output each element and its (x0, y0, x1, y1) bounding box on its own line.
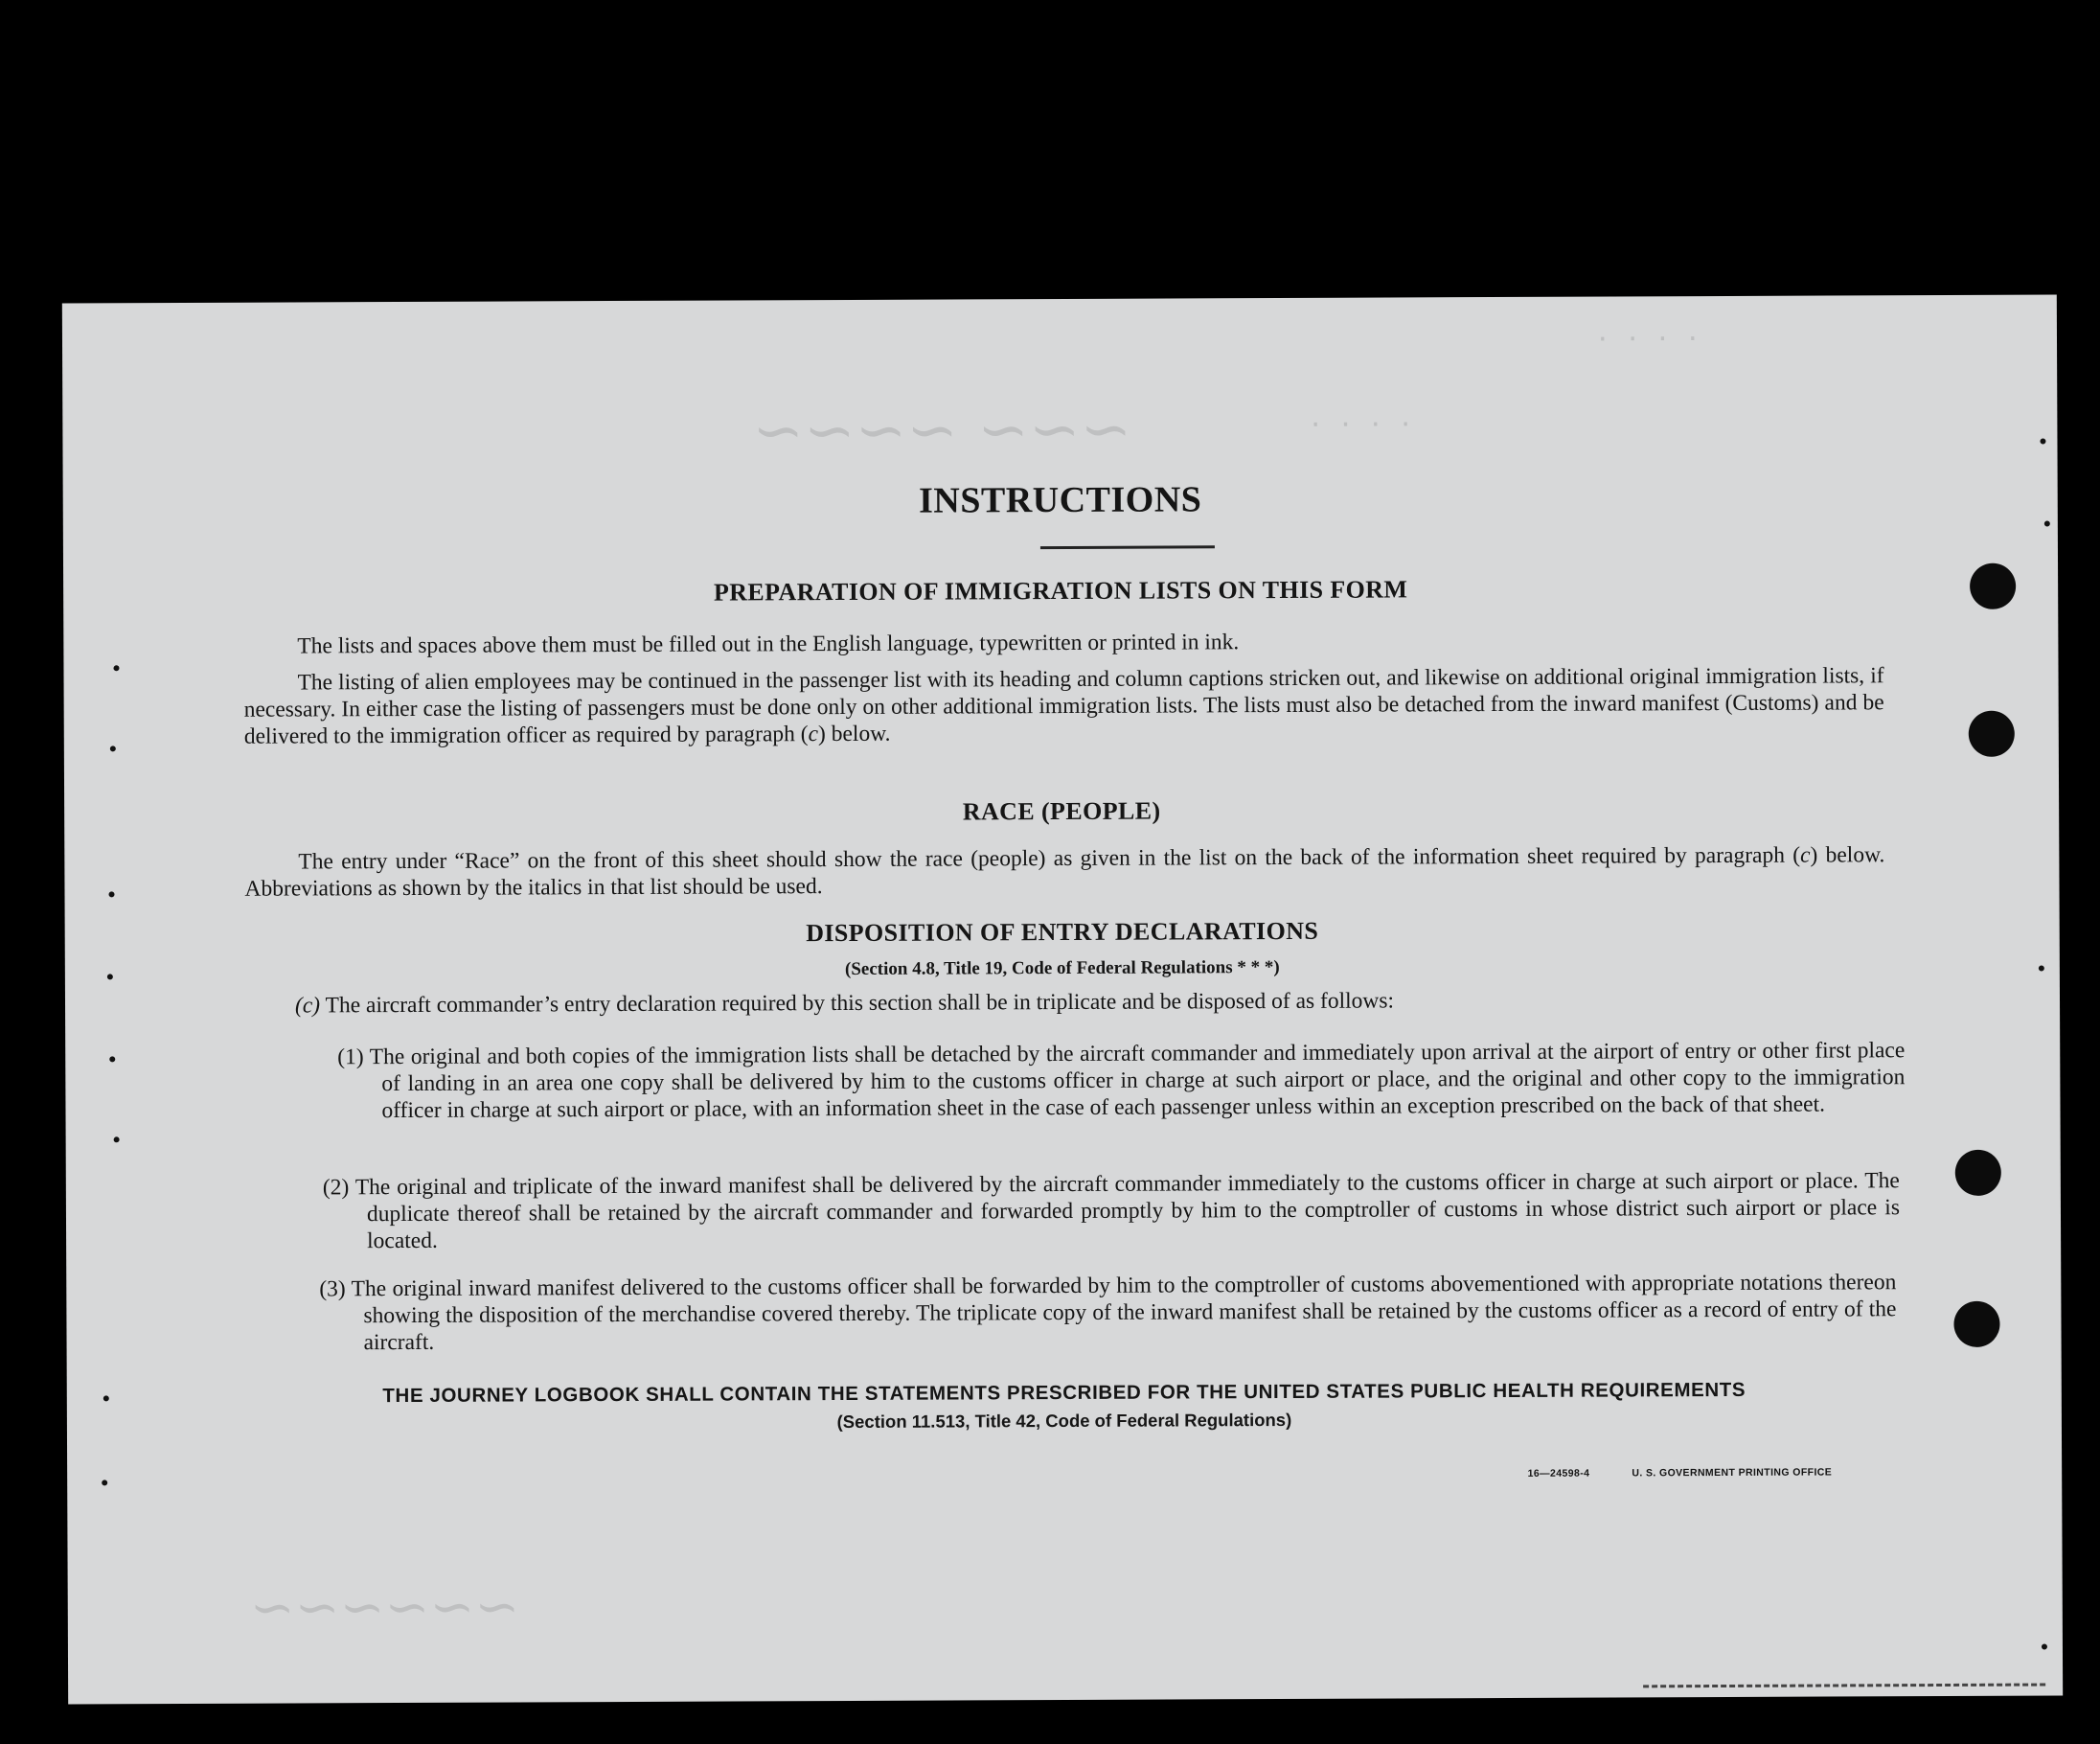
health-requirements-citation: (Section 11.513, Title 42, Code of Federal Regulations) (836, 1409, 1292, 1433)
speck (102, 1480, 107, 1485)
bleed-through-text: · · · · (1308, 410, 1414, 440)
speck (114, 1136, 120, 1142)
disposition-citation: (Section 4.8, Title 19, Code of Federal Regulations * * *) (844, 957, 1280, 979)
item-number: (2) (322, 1175, 350, 1201)
paragraph-ref: c (1799, 842, 1811, 868)
disposition-item-2 (323, 1167, 1900, 1254)
title-underline (1040, 545, 1215, 549)
item-number: (3) (319, 1276, 346, 1302)
bleed-through-signature: ~~~~~~ (249, 1575, 520, 1640)
disposition-intro (295, 985, 1885, 1019)
punch-hole (1969, 711, 2015, 757)
race-paragraph-text: The entry under “Race” on the front of this sheet should show the race (people) as given in the list on the back of the information sheet required by paragraph ( (298, 842, 1801, 875)
speck (109, 1056, 115, 1062)
speck (110, 746, 116, 751)
item-text: The original and both copies of the immigration lists shall be detached by the aircraft commander and immediately upon arrival at the airport of entry or other first place of landing in an area one copy shall be delivered by him to the customs officer in charge at such airport or place, and the original and other copy to the immigration officer in charge at such airport or place, with an information sheet in the case of each passenger unless within an exception prescribed on the back of that sheet. (369, 1038, 1906, 1124)
speck (108, 891, 114, 897)
printer-name: U. S. GOVERNMENT PRINTING OFFICE (1632, 1466, 1833, 1480)
preparation-paragraph-2-tail: ) below. (817, 721, 891, 747)
disposition-heading: DISPOSITION OF ENTRY DECLARATIONS (806, 916, 1319, 948)
item-text: The original and triplicate of the inward manifest shall be delivered by the aircraft commander immediately to the customs officer in charge at such airport or place. The duplicate thereof shall be retained by the aircraft commander and forwarded promptly by him to the comptroller of customs in whose district such airport or place is located. (354, 1168, 1901, 1254)
perforated-edge (1643, 1684, 2045, 1688)
preparation-paragraph-2-text: The listing of alien employees may be continued in the passenger list with its heading and column captions stricken out, and likewise on additional original immigration lists, if necessary. In either case the listing of passengers must be done only on other additional immigration lists. The lists must also be detached from the inward manifest (Customs) and be delivered to the immigration officer as required by paragraph ( (243, 663, 1884, 749)
disposition-intro-text: The aircraft commander’s entry declaration required by this section shall be in triplicate and be disposed of as follows: (325, 988, 1395, 1019)
preparation-heading: PREPARATION OF IMMIGRATION LISTS ON THIS FORM (713, 575, 1408, 607)
speck (2042, 1644, 2047, 1650)
race-paragraph-tail: ) below. Abbreviations as shown by the italics in that list should be used. (244, 842, 1885, 902)
bleed-through-signature: ~~~ ~~~~ (752, 394, 1132, 468)
health-requirements-notice: THE JOURNEY LOGBOOK SHALL CONTAIN THE STATEMENTS PRESCRIBED FOR THE UNITED STATES PUBLIC HEALTH REQUIREMENTS (382, 1378, 1746, 1408)
punch-hole (1955, 1150, 2001, 1196)
page-title: INSTRUCTIONS (918, 479, 1202, 521)
race-paragraph (244, 841, 1884, 902)
instructions-content (62, 294, 2057, 1480)
preparation-paragraph-1: The lists and spaces above them must be filled out in the English language, typewritten or printed in ink. (297, 630, 1240, 659)
speck (2044, 520, 2050, 526)
disposition-item-1 (337, 1037, 1905, 1124)
paragraph-ref: c (808, 722, 819, 747)
punch-hole (1953, 1301, 1999, 1347)
item-number: (1) (337, 1044, 364, 1070)
document-sheet (62, 294, 2063, 1704)
form-code: 16—24598-4 (1527, 1467, 1590, 1480)
item-text: The original inward manifest delivered to the customs officer shall be forwarded by him to the comptroller of customs abovementioned with appropriate notations thereon showing the disposition of the merchandise covered thereby. The triplicate copy of the inward manifest shall be retained by the customs officer as a record of entry of the aircraft. (351, 1270, 1897, 1356)
speck (2040, 439, 2045, 445)
bleed-through-text: · · · · (1594, 325, 1701, 355)
printer-imprint (1528, 1467, 1833, 1480)
speck (113, 665, 119, 671)
paragraph-label: (c) (294, 993, 321, 1019)
race-heading: RACE (PEOPLE) (962, 796, 1161, 826)
disposition-item-3 (319, 1269, 1896, 1356)
preparation-paragraph-2 (243, 662, 1883, 749)
